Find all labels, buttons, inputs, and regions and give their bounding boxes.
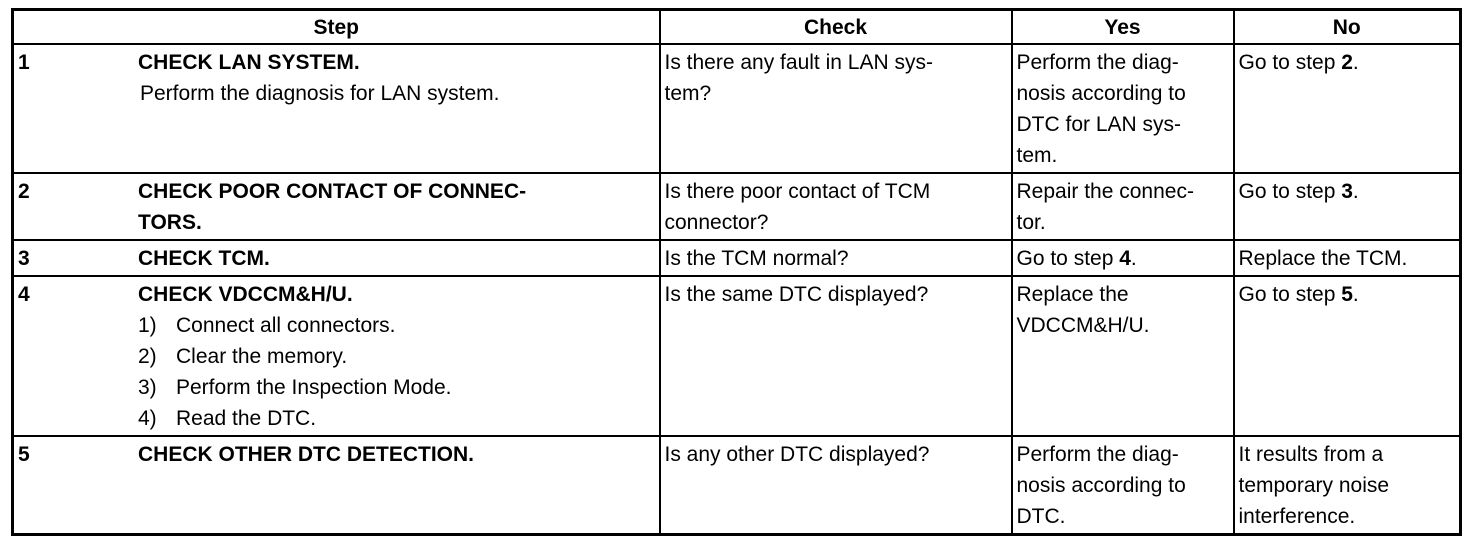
yes-text: tem. (1016, 144, 1058, 167)
step-number: 2 (18, 180, 30, 203)
yes-text: Perform the diag- (1016, 443, 1179, 466)
substep-text: Clear the memory. (176, 345, 348, 368)
no-action (1239, 47, 1456, 78)
diagnostic-table (11, 8, 1462, 536)
no-action-step-ref: 3 (1341, 180, 1353, 203)
step-number: 1 (18, 51, 30, 74)
no-action-suffix: . (1352, 51, 1359, 74)
check-text: Is the TCM normal? (664, 247, 849, 270)
no-action-step-ref: 5 (1341, 283, 1353, 306)
check-text: tem? (664, 82, 712, 105)
no-action (1239, 279, 1456, 310)
table-row (13, 240, 1461, 276)
step-title: CHECK TCM. (138, 247, 270, 270)
step-cell (13, 173, 660, 240)
step-number: 5 (18, 443, 30, 466)
yes-cell (1012, 436, 1234, 535)
substep (138, 341, 655, 372)
yes-action-text: Go to step (1016, 247, 1120, 270)
yes-cell (1012, 240, 1234, 276)
yes-action-suffix: . (1130, 247, 1137, 270)
step-body (138, 439, 655, 470)
check-text: Is there poor contact of TCM (664, 180, 931, 203)
yes-cell (1012, 276, 1234, 436)
yes-text: nosis according to (1016, 474, 1186, 497)
no-cell (1234, 240, 1461, 276)
yes-cell (1012, 44, 1234, 173)
substep-number: 3) (138, 376, 157, 399)
step-title: CHECK POOR CONTACT OF CONNEC- (138, 180, 527, 203)
substep (138, 310, 655, 341)
yes-text: VDCCM&H/U. (1016, 314, 1150, 337)
yes-text: Replace the (1016, 283, 1129, 306)
step-cell (13, 240, 660, 276)
no-action-text: Go to step (1238, 180, 1342, 203)
step-number: 4 (18, 283, 30, 306)
step-title: CHECK OTHER DTC DETECTION. (138, 443, 474, 466)
check-cell (660, 173, 1012, 240)
substep (138, 372, 655, 403)
yes-text: tor. (1016, 211, 1046, 234)
no-cell (1234, 436, 1461, 535)
substep-text: Connect all connectors. (176, 314, 396, 337)
no-cell (1234, 44, 1461, 173)
header-step: Step (13, 10, 660, 45)
substep-text: Perform the Inspection Mode. (176, 376, 452, 399)
step-title: CHECK VDCCM&H/U. (138, 283, 353, 306)
check-text: Is there any fault in LAN sys- (664, 51, 933, 74)
step-number: 3 (18, 247, 30, 270)
step-cell (13, 276, 660, 436)
no-cell (1234, 276, 1461, 436)
no-text: Replace the TCM. (1238, 247, 1408, 270)
diagnostic-procedure-sheet (11, 8, 1459, 536)
step-cell (13, 44, 660, 173)
step-body (138, 279, 655, 434)
yes-text: nosis according to (1016, 82, 1186, 105)
yes-text: Perform the diag- (1016, 51, 1179, 74)
table-body (13, 44, 1461, 535)
check-cell (660, 436, 1012, 535)
table-row (13, 173, 1461, 240)
substep (138, 403, 655, 434)
check-cell (660, 44, 1012, 173)
no-action (1239, 176, 1456, 207)
substep-text: Read the DTC. (176, 407, 317, 430)
table-row (13, 276, 1461, 436)
table-row (13, 44, 1461, 173)
header-row (13, 10, 1461, 45)
substep-number: 4) (138, 407, 157, 430)
table-row (13, 436, 1461, 535)
yes-action (1017, 243, 1229, 274)
check-text: Is any other DTC displayed? (664, 443, 930, 466)
no-action-text: Go to step (1238, 51, 1342, 74)
check-cell (660, 240, 1012, 276)
step-description: Perform the diagnosis for LAN system. (140, 82, 500, 105)
yes-text: DTC for LAN sys- (1016, 113, 1182, 136)
header-no: No (1234, 10, 1461, 45)
yes-text: DTC. (1016, 505, 1066, 528)
substep-number: 2) (138, 345, 157, 368)
check-text: Is the same DTC displayed? (664, 283, 929, 306)
step-title: CHECK LAN SYSTEM. (138, 51, 360, 74)
step-title: TORS. (138, 211, 202, 234)
yes-action-step-ref: 4 (1119, 247, 1131, 270)
step-body (138, 47, 655, 109)
header-yes: Yes (1012, 10, 1234, 45)
yes-text: Repair the connec- (1016, 180, 1194, 203)
no-text: temporary noise (1238, 474, 1390, 497)
yes-cell (1012, 173, 1234, 240)
header-check: Check (660, 10, 1012, 45)
no-action-text: Go to step (1238, 283, 1342, 306)
check-cell (660, 276, 1012, 436)
no-action-suffix: . (1352, 283, 1359, 306)
no-text: It results from a (1238, 443, 1384, 466)
check-text: connector? (664, 211, 769, 234)
no-action-suffix: . (1352, 180, 1359, 203)
step-body (138, 243, 655, 274)
step-body (138, 176, 655, 238)
step-cell (13, 436, 660, 535)
no-text: interference. (1238, 505, 1356, 528)
no-action-step-ref: 2 (1341, 51, 1353, 74)
no-cell (1234, 173, 1461, 240)
substep-number: 1) (138, 314, 157, 337)
